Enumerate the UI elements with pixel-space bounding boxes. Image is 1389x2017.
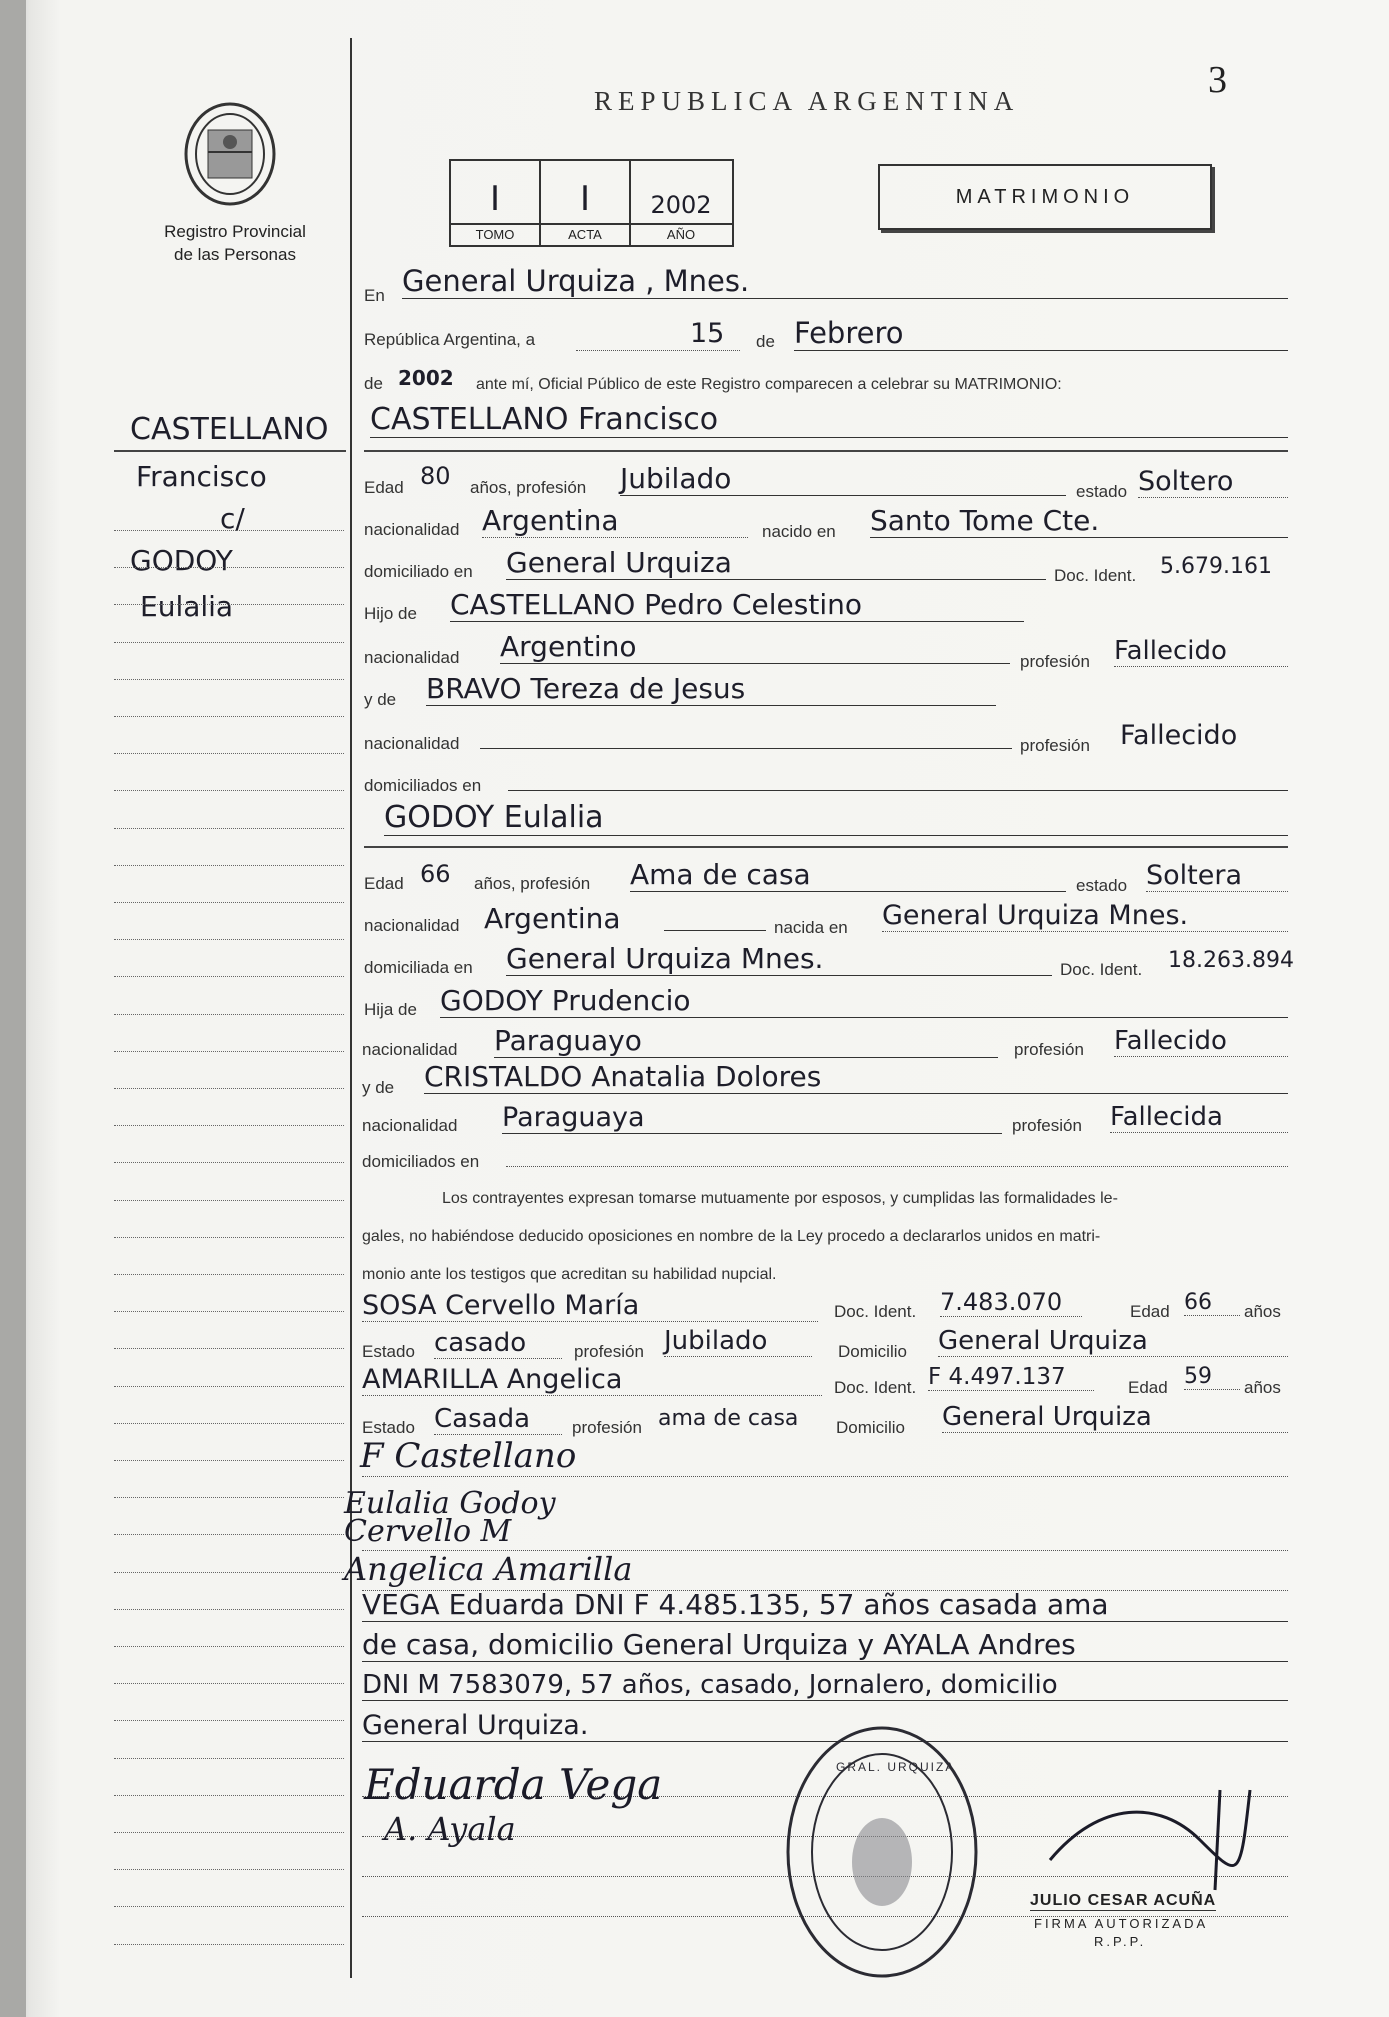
bride-profesion: Ama de casa bbox=[630, 858, 1066, 892]
margin-rule bbox=[114, 1162, 344, 1163]
acta-label: ACTA bbox=[568, 227, 602, 242]
witness1-estado-label: Estado bbox=[362, 1342, 415, 1361]
groom-nacido-label: nacido en bbox=[762, 522, 836, 541]
margin-rule bbox=[114, 716, 344, 717]
margin-line3: c/ bbox=[220, 502, 245, 535]
groom-mother-prof-label: profesión bbox=[1020, 736, 1090, 755]
witness1-domicilio: General Urquiza bbox=[938, 1326, 1288, 1357]
vertical-divider bbox=[350, 38, 352, 1978]
margin-rule bbox=[114, 828, 344, 829]
witness2-domicilio: General Urquiza bbox=[942, 1402, 1288, 1433]
bride-father-nac-label: nacionalidad bbox=[362, 1040, 458, 1059]
margin-rule bbox=[114, 1795, 344, 1796]
groom-mother-prof: Fallecido bbox=[1120, 720, 1238, 751]
groom-edad: 80 bbox=[420, 462, 451, 490]
margin-rule bbox=[114, 865, 344, 866]
bride-nac-label: nacionalidad bbox=[364, 916, 460, 935]
margin-rule bbox=[114, 1497, 344, 1498]
groom-domicilio-label: domiciliado en bbox=[364, 562, 473, 581]
witness2-doc-label: Doc. Ident. bbox=[834, 1378, 917, 1397]
bride-name: GODOY Eulalia bbox=[384, 800, 1288, 836]
margin-rule bbox=[114, 1311, 344, 1312]
document-title: REPUBLICA ARGENTINA bbox=[594, 86, 1020, 116]
groom-mother: BRAVO Tereza de Jesus bbox=[426, 672, 996, 706]
margin-rule bbox=[114, 604, 344, 605]
groom-doc-label: Doc. Ident. bbox=[1054, 566, 1137, 585]
groom-domicilio: General Urquiza bbox=[506, 546, 1046, 580]
signature-witness1: Cervello M bbox=[344, 1514, 512, 1549]
witness1-doc: 7.483.070 bbox=[940, 1288, 1082, 1317]
witness2-profesion: ama de casa bbox=[658, 1406, 799, 1431]
declaration-line3: monio ante los testigos que acreditan su habilidad nupcial. bbox=[362, 1266, 777, 1283]
place: General Urquiza , Mnes. bbox=[402, 264, 1288, 299]
groom-edad-label: Edad bbox=[364, 478, 404, 497]
date-month: Febrero bbox=[794, 316, 1288, 351]
bride-mother-prof: Fallecida bbox=[1110, 1102, 1288, 1133]
groom-name: CASTELLANO Francisco bbox=[370, 402, 1288, 438]
witness2-estado-label: Estado bbox=[362, 1418, 415, 1437]
witness2-profesion-label: profesión bbox=[572, 1418, 642, 1437]
margin-rule bbox=[114, 679, 344, 680]
bride-mother-prof-label: profesión bbox=[1012, 1116, 1082, 1135]
witness2-name: AMARILLA Angelica bbox=[362, 1364, 822, 1396]
additional-line4: General Urquiza. bbox=[362, 1710, 1288, 1742]
bride-domicilio: General Urquiza Mnes. bbox=[506, 942, 1052, 976]
witness1-profesion: Jubilado bbox=[664, 1326, 812, 1357]
margin-rule bbox=[114, 1051, 344, 1052]
left-gutter bbox=[0, 0, 26, 2017]
bride-estado: Soltera bbox=[1146, 860, 1288, 892]
witness2-domicilio-label: Domicilio bbox=[836, 1418, 905, 1437]
bride-nacida-label: nacida en bbox=[774, 918, 848, 937]
stamp-ring-text bbox=[800, 1712, 821, 1713]
witness1-edad: 66 bbox=[1184, 1290, 1240, 1316]
ano-value: 2002 bbox=[650, 191, 712, 219]
volume-box bbox=[449, 159, 734, 247]
groom-nacido: Santo Tome Cte. bbox=[870, 504, 1288, 538]
margin-rule bbox=[114, 1200, 344, 1201]
margin-rule bbox=[114, 1683, 344, 1684]
signature-witness4: A. Ayala bbox=[384, 1810, 516, 1848]
margin-rule bbox=[114, 1906, 344, 1907]
bride-doc: 18.263.894 bbox=[1168, 948, 1294, 973]
margin-rule bbox=[114, 1386, 344, 1387]
groom-mother-nac-label: nacionalidad bbox=[364, 734, 460, 753]
margin-line2: Francisco bbox=[136, 460, 267, 493]
tomo-value: I bbox=[489, 179, 501, 219]
page-number: 3 bbox=[1208, 59, 1227, 101]
date-day: 15 bbox=[690, 318, 725, 349]
groom-estado: Soltero bbox=[1138, 466, 1288, 498]
groom-yde-label: y de bbox=[364, 690, 397, 709]
margin-rule bbox=[114, 976, 344, 977]
bride-mother: CRISTALDO Anatalia Dolores bbox=[424, 1060, 1288, 1094]
margin-rule bbox=[114, 1832, 344, 1833]
provincial-seal-icon bbox=[182, 100, 278, 208]
intro-rest: ante mí, Oficial Público de este Registro comparecen a celebrar su MATRIMONIO: bbox=[476, 376, 1062, 393]
groom-doc: 5.679.161 bbox=[1160, 554, 1272, 579]
bride-edad: 66 bbox=[420, 860, 451, 888]
margin-rule bbox=[114, 1014, 344, 1015]
witness2-estado: Casada bbox=[434, 1404, 562, 1435]
margin-rule bbox=[114, 1869, 344, 1870]
bride-father-prof: Fallecido bbox=[1114, 1026, 1288, 1057]
margin-line5: Eulalia bbox=[140, 590, 234, 623]
bride-father-prof-label: profesión bbox=[1014, 1040, 1084, 1059]
witness1-profesion-label: profesión bbox=[574, 1342, 644, 1361]
bride-profesion-label: años, profesión bbox=[474, 874, 591, 893]
issuer-line1: Registro Provincial bbox=[164, 222, 306, 241]
margin-rule bbox=[114, 902, 344, 903]
margin-rule bbox=[114, 1348, 344, 1349]
bride-yde-label: y de bbox=[362, 1078, 395, 1097]
signature-witness2: Angelica Amarilla bbox=[344, 1550, 633, 1588]
official-name: JULIO CESAR ACUÑA bbox=[1030, 1892, 1217, 1909]
bride-mother-nac-label: nacionalidad bbox=[362, 1116, 458, 1135]
margin-rule bbox=[114, 1572, 344, 1573]
republica-label: República Argentina, a bbox=[364, 330, 536, 349]
witness1-domicilio-label: Domicilio bbox=[838, 1342, 907, 1361]
bride-domicilio-label: domiciliada en bbox=[364, 958, 473, 977]
de2-label: de bbox=[364, 374, 383, 393]
groom-estado-label: estado bbox=[1076, 482, 1128, 501]
additional-line2: de casa, domicilio General Urquiza y AYALA Andres bbox=[362, 1628, 1288, 1662]
additional-line1: VEGA Eduarda DNI F 4.485.135, 57 años casada ama bbox=[362, 1588, 1288, 1622]
signature-witness3: Eduarda Vega bbox=[364, 1760, 663, 1809]
groom-nac-label: nacionalidad bbox=[364, 520, 460, 539]
act-type: MATRIMONIO bbox=[955, 186, 1135, 208]
margin-rule bbox=[114, 1237, 344, 1238]
groom-nacionalidad: Argentina bbox=[482, 504, 748, 538]
groom-profesion-label: años, profesión bbox=[470, 478, 587, 497]
witness1-anos-label: años bbox=[1244, 1302, 1281, 1321]
witness2-anos-label: años bbox=[1244, 1378, 1281, 1397]
margin-rule bbox=[114, 1125, 344, 1126]
groom-domiciliados-label: domiciliados en bbox=[364, 776, 482, 795]
margin-rule bbox=[114, 1758, 344, 1759]
stamp-inner-text: GRAL. URQUIZA bbox=[836, 1760, 956, 1774]
witness1-estado: casado bbox=[434, 1328, 562, 1359]
acta-value: I bbox=[579, 179, 591, 219]
groom-father: CASTELLANO Pedro Celestino bbox=[450, 588, 1024, 622]
margin-rule bbox=[114, 1609, 344, 1610]
act-type-box bbox=[878, 164, 1212, 230]
bride-nacida: General Urquiza Mnes. bbox=[882, 900, 1288, 932]
witness2-edad: 59 bbox=[1184, 1364, 1240, 1390]
groom-father-nac: Argentino bbox=[500, 630, 1010, 664]
seal-text bbox=[300, 110, 311, 111]
groom-father-prof-label: profesión bbox=[1020, 652, 1090, 671]
declaration-line1: Los contrayentes expresan tomarse mutuamente por esposos, y cumplidas las formalidades le- bbox=[442, 1190, 1118, 1207]
witness2-edad-label: Edad bbox=[1128, 1378, 1168, 1397]
witness2-doc: F 4.497.137 bbox=[928, 1364, 1094, 1391]
signature-groom: F Castellano bbox=[360, 1436, 577, 1476]
hijo-label: Hijo de bbox=[364, 604, 417, 623]
tomo-label: TOMO bbox=[475, 227, 515, 242]
bride-doc-label: Doc. Ident. bbox=[1060, 960, 1143, 979]
bride-father-nac: Paraguayo bbox=[494, 1024, 998, 1058]
declaration-line2: gales, no habiéndose deducido oposiciones en nombre de la Ley procedo a declararlos unidos en matri- bbox=[362, 1228, 1101, 1245]
groom-profesion: Jubilado bbox=[620, 462, 1066, 496]
margin-rule bbox=[114, 790, 344, 791]
bride-estado-label: estado bbox=[1076, 876, 1128, 895]
groom-father-prof: Fallecido bbox=[1114, 636, 1288, 667]
margin-rule bbox=[114, 753, 344, 754]
date-year: 2002 bbox=[398, 366, 454, 390]
bride-mother-nac: Paraguaya bbox=[502, 1102, 1002, 1134]
margin-rule bbox=[114, 1088, 344, 1089]
bride-edad-label: Edad bbox=[364, 874, 404, 893]
hija-label: Hija de bbox=[364, 1000, 417, 1019]
witness1-edad-label: Edad bbox=[1130, 1302, 1170, 1321]
issuer-line2: de las Personas bbox=[174, 245, 296, 264]
margin-rule bbox=[114, 1944, 344, 1945]
margin-rule bbox=[114, 1534, 344, 1535]
ano-label: AÑO bbox=[666, 227, 696, 242]
bride-nacionalidad: Argentina bbox=[484, 902, 621, 935]
bride-father: GODOY Prudencio bbox=[440, 984, 1288, 1018]
witness1-name: SOSA Cervello María bbox=[362, 1290, 818, 1322]
groom-father-nac-label: nacionalidad bbox=[364, 648, 460, 667]
de-label: de bbox=[756, 332, 775, 351]
margin-rule bbox=[114, 530, 344, 531]
margin-line4: GODOY bbox=[130, 544, 233, 577]
witness1-doc-label: Doc. Ident. bbox=[834, 1302, 917, 1321]
bride-domiciliados-label: domiciliados en bbox=[362, 1152, 480, 1171]
additional-line3: DNI M 7583079, 57 años, casado, Jornalero, domicilio bbox=[362, 1670, 1288, 1701]
signature-bride: Eulalia Godoy bbox=[344, 1486, 556, 1521]
margin-rule bbox=[114, 1423, 344, 1424]
margin-rule bbox=[114, 567, 344, 568]
margin-rule bbox=[114, 939, 344, 940]
margin-rule bbox=[114, 1720, 344, 1721]
margin-rule bbox=[114, 642, 344, 643]
official-role1: FIRMA AUTORIZADA bbox=[1034, 1916, 1209, 1931]
en-label: En bbox=[364, 286, 385, 305]
margin-rule bbox=[114, 1460, 344, 1461]
official-signature-icon bbox=[1040, 1780, 1260, 1900]
margin-rule bbox=[114, 1274, 344, 1275]
margin-line1: CASTELLANO bbox=[130, 412, 329, 447]
margin-rule bbox=[114, 1646, 344, 1647]
official-role2: R.P.P. bbox=[1094, 1934, 1147, 1949]
